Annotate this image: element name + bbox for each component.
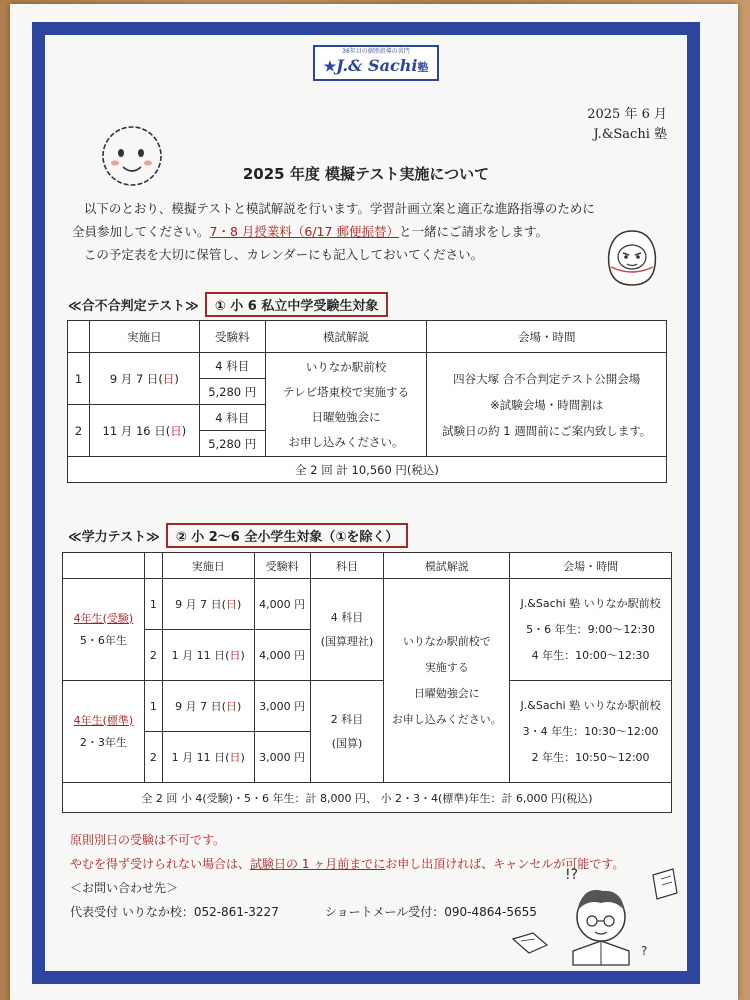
page-title: 2025 年度 模擬テスト実施について [242, 165, 490, 183]
venue-cell: J.&Sachi 塾 いりなか駅前校 3・4 年生：10:30～12:00 2 年生：10:50～12:00 [510, 681, 672, 783]
mock-test-table-1: 実施日 受験料 模試解説 会場・時間 1 9 月 7 日(日) 4 科目 いりなか駅前校 テレビ塔東校で実施する 日曜勉強会に お申し込みください。 四谷大塚 合不合判定テスト公開会場 ※試験会場・時間割は 試験日の約 1 週間前にご案内致します。 5,280 円 2 11 月 16 日(日) 4 科目 5,280 円 全 2 回 計 10,560 円(税込) [67, 320, 667, 483]
mock-test-table-2: 実施日 受験料 科目 模試解説 会場・時間 4年生(受験) 5・6年生 1 9 月 7 日(日) 4,000 円 4 科目 (国算理社) いりなか駅前校で 実施する 日曜勉強会に お申し込みください。 J.&Sachi 塾 いりなか駅前校 5・6 年生：9:00～12:30 4 年生：10:00～12:30 2 1 月 11 日(日) 4,000 円 4年生(標準) 2・3年生 1 9 月 7 日(日) 3,000 円 2 科目 (国算) J.&Sachi 塾 いりなか駅前校 3・4 年生：10:30～12:00 2 年生：10:50～12:00 2 1 月 11 日(日) 3,000 円 全 2 回 小 4(受験)・5・6 年生：計 8,000 円、 小 2・3・4(標準)年生：計 6,000 円(税込) [62, 552, 672, 813]
table-row: 4年生(標準) 2・3年生 1 9 月 7 日(日) 3,000 円 2 科目 (国算) J.&Sachi 塾 いりなか駅前校 3・4 年生：10:30～12:00 2 年生：10:50～12:00 [63, 681, 672, 732]
logo-name: ★J.& Sachi塾 [323, 56, 429, 75]
header-explain: 模試解説 [265, 321, 427, 353]
note-line-1: 原則別日の受験は不可です。 [70, 833, 226, 847]
explain-cell: いりなか駅前校 テレビ塔東校で実施する 日曜勉強会に お申し込みください。 [265, 353, 427, 457]
school-logo [313, 45, 439, 81]
tuition-note: 7・8 月授業料（6/17 郵便振替） [209, 224, 399, 239]
flyer-content [45, 35, 687, 971]
issuer-name: J.&Sachi 塾 [593, 127, 667, 142]
section1-total: 全 2 回 計 10,560 円(税込) [68, 457, 667, 483]
issue-info [587, 105, 667, 145]
table-row: 2 1 月 11 日(日) 3,000 円 [63, 732, 672, 783]
contact-line: 代表受付 いりなか校：052-861-3227 ショートメール受付：090-4864-5655 [70, 905, 537, 919]
table-row: 2 11 月 16 日(日) 4 科目 [68, 405, 667, 431]
grade-cell: 4年生(受験) 5・6年生 [63, 579, 145, 681]
reading-kid-doodle-icon [503, 855, 683, 967]
intro-line-3: この予定表を大切に保管し、カレンダーにも記入しておいてください。 [83, 247, 484, 262]
section2-heading: ≪学力テスト≫ ② 小 2～6 全小学生対象（①を除く） [68, 523, 408, 548]
intro-text: 以下のとおり、模擬テストと模試解説を行います。学習計画立案と適正な進路指導のために 全員参加してください。7・8 月授業料（6/17 郵便振替）と一緒にご請求をします。 この予定表を大切に保管し、カレンダーにも記入しておいてください。 [72, 201, 595, 262]
star-icon: ★ [323, 59, 337, 75]
table-row: 2 1 月 11 日(日) 4,000 円 [63, 630, 672, 681]
logo-tagline: 36年目の個別指導の名門 [342, 48, 410, 55]
table-row: 1 9 月 7 日(日) 4 科目 いりなか駅前校 テレビ塔東校で実施する 日曜勉強会に お申し込みください。 四谷大塚 合不合判定テスト公開会場 ※試験会場・時間割は 試験日の約 1 週間前にご案内致します。 [68, 353, 667, 379]
grade-cell: 4年生(標準) 2・3年生 [63, 681, 145, 783]
section1-target: ① 小 6 私立中学受験生対象 [205, 292, 389, 317]
intro-line-1: 以下のとおり、模擬テストと模試解説を行います。学習計画立案と適正な進路指導のために [83, 201, 595, 216]
venue-cell: J.&Sachi 塾 いりなか駅前校 5・6 年生：9:00～12:30 4 年生：10:00～12:30 [510, 579, 672, 681]
header-venue: 会場・時間 [427, 321, 667, 353]
explain-cell: いりなか駅前校で 実施する 日曜勉強会に お申し込みください。 [384, 579, 510, 783]
table-row: 4年生(受験) 5・6年生 1 9 月 7 日(日) 4,000 円 4 科目 (国算理社) いりなか駅前校で 実施する 日曜勉強会に お申し込みください。 J.&Sachi 塾 いりなか駅前校 5・6 年生：9:00～12:30 4 年生：10:00～12:30 [63, 579, 672, 630]
header-date: 実施日 [89, 321, 199, 353]
section1-heading: ≪合不合判定テスト≫ ① 小 6 私立中学受験生対象 [68, 292, 388, 317]
svg-text:?: ? [641, 944, 648, 958]
note-line-2: やむを得ず受けられない場合は、試験日の 1 ヶ月前までにお申し出頂ければ、キャンセルが可能です。 [70, 857, 625, 871]
section2-total: 全 2 回 小 4(受験)・5・6 年生：計 8,000 円、 小 2・3・4(標準)年生：計 6,000 円(税込) [63, 783, 672, 813]
daruma-doodle-icon [601, 227, 663, 289]
contact-heading: ＜お問い合わせ先＞ [70, 881, 179, 895]
venue-cell: 四谷大塚 合不合判定テスト公開会場 ※試験会場・時間割は 試験日の約 1 週間前にご案内致します。 [427, 353, 667, 457]
intro-line-2: 全員参加してください。 [72, 224, 210, 239]
header-fee: 受験料 [199, 321, 265, 353]
issue-date: 2025 年 6 月 [587, 107, 667, 122]
svg-text:!?: !? [565, 867, 579, 883]
section2-target: ② 小 2～6 全小学生対象（①を除く） [166, 523, 409, 548]
